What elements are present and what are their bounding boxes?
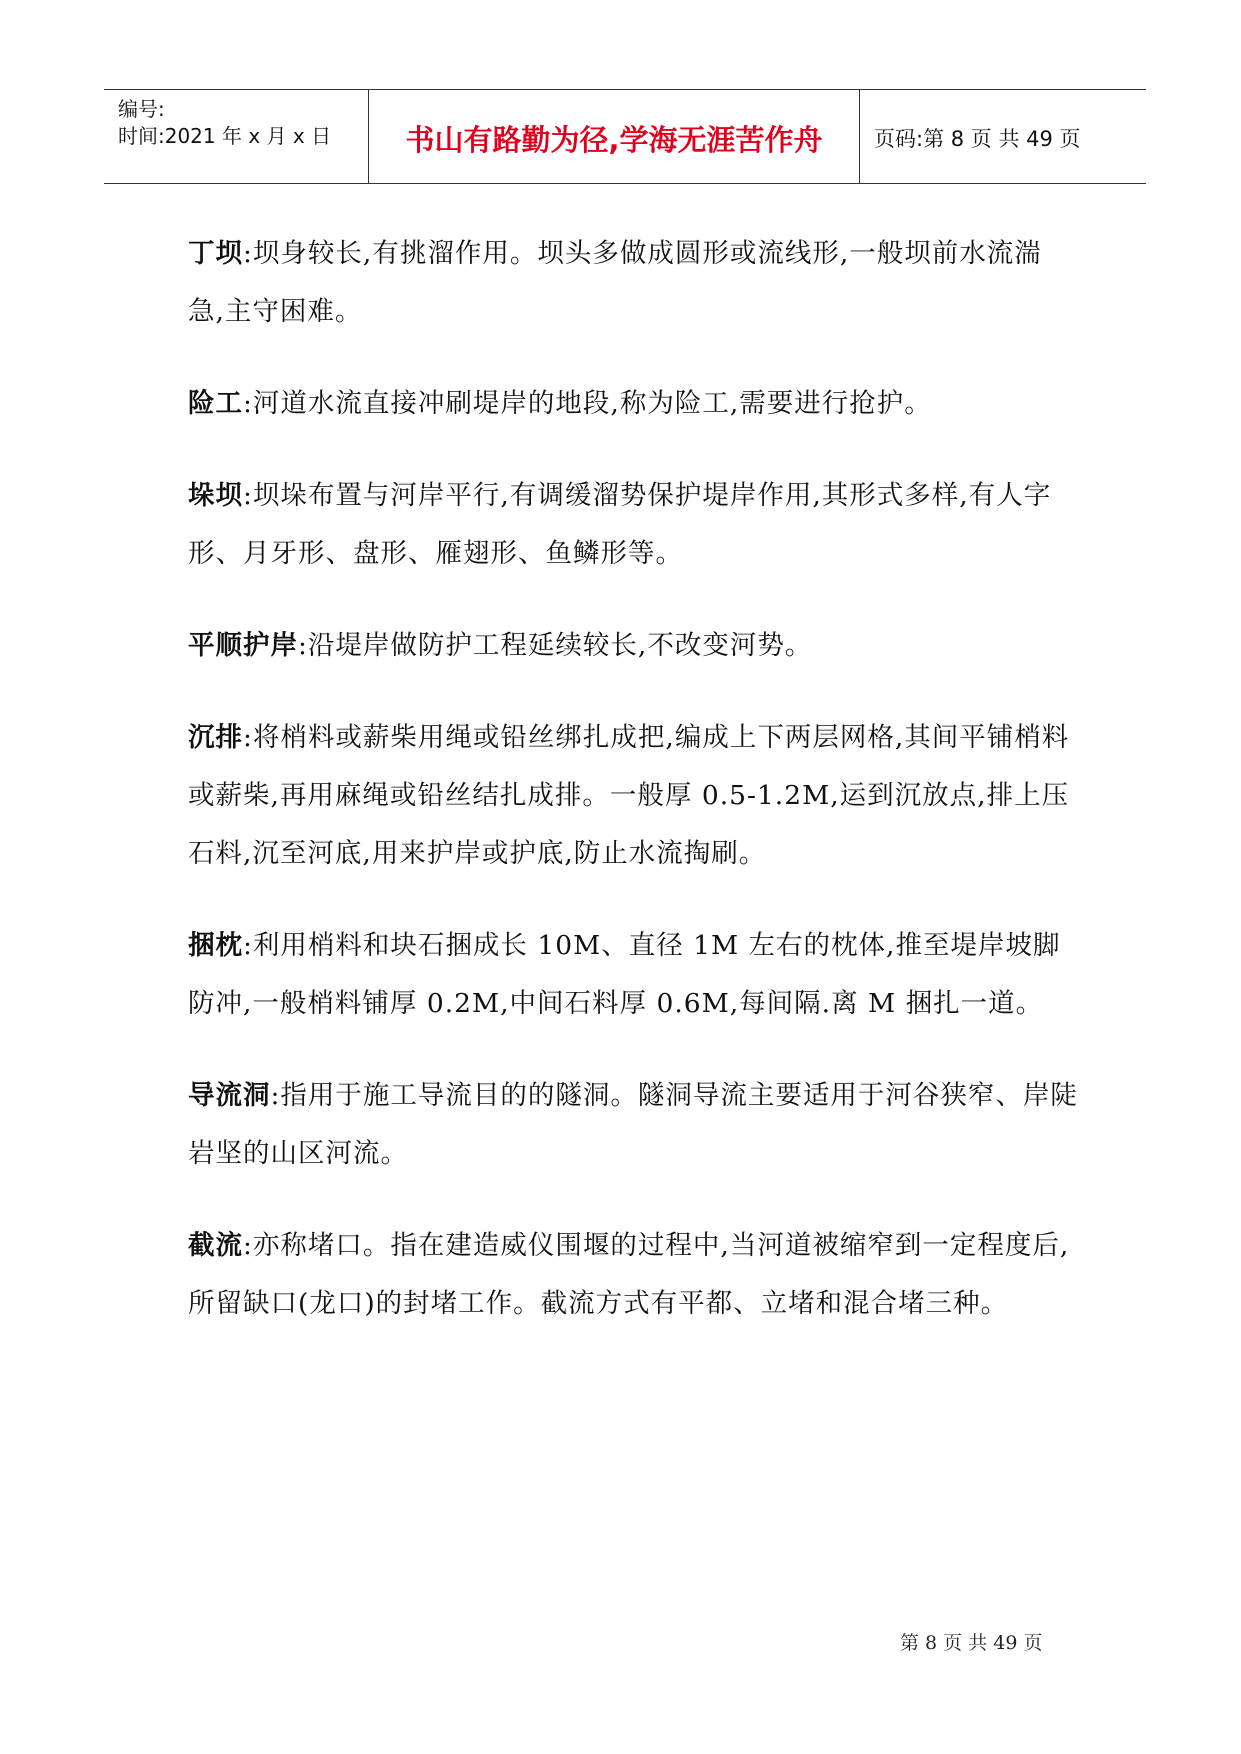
entry-definition: :指用于施工导流目的的隧洞。隧洞导流主要适用于河谷狭窄、岸陡岩坚的山区河流。 [188,1080,1078,1169]
glossary-entry [188,917,1078,1033]
glossary-entry [188,1067,1078,1183]
page-header [104,89,1146,184]
document-date: 时间:2021 年 x 月 x 日 [118,124,332,148]
entry-term: 导流洞 [188,1080,271,1111]
header-page-cell [860,90,1146,183]
entry-term: 沉排 [188,722,243,753]
entry-definition: :坝身较长,有挑溜作用。坝头多做成圆形或流线形,一般坝前水流湍急,主守困难。 [188,238,1042,327]
entry-term: 险工 [188,388,243,419]
entry-definition: :亦称堵口。指在建造威仪围堰的过程中,当河道被缩窄到一定程度后,所留缺口(龙口)的封堵工作。截流方式有平都、立堵和混合堵三种。 [188,1230,1070,1319]
entry-term: 捆枕 [188,930,243,961]
document-body [188,225,1078,1367]
header-motto: 书山有路勤为径,学海无涯苦作舟 [405,123,823,157]
glossary-entry [188,617,1078,675]
glossary-entry [188,375,1078,433]
header-motto-cell [368,90,860,183]
entry-definition: :将梢料或薪柴用绳或铅丝绑扎成把,编成上下两层网格,其间平铺梢料或薪柴,再用麻绳或铅丝结扎成排。一般厚 0.5-1.2M,运到沉放点,排上压石料,沉至河底,用来护岸或护底,防止水流掏刷。 [188,722,1070,869]
glossary-entry [188,1217,1078,1333]
entry-term: 丁坝 [188,238,243,269]
header-page-code: 页码:第 8 页 共 49 页 [874,127,1081,151]
entry-definition: :坝垛布置与河岸平行,有调缓溜势保护堤岸作用,其形式多样,有人字形、月牙形、盘形、雁翅形、鱼鳞形等。 [188,480,1052,569]
entry-definition: :利用梢料和块石捆成长 10M、直径 1M 左右的枕体,推至堤岸坡脚防冲,一般梢料铺厚 0.2M,中间石料厚 0.6M,每间隔.离 M 捆扎一道。 [188,930,1061,1019]
entry-term: 垛坝 [188,480,243,511]
page-footer: 第 8 页 共 49 页 [900,1632,1043,1654]
entry-term: 截流 [188,1230,243,1261]
glossary-entry [188,225,1078,341]
header-meta-cell [104,90,368,183]
glossary-entry [188,709,1078,883]
glossary-entry [188,467,1078,583]
document-number-label: 编号: [118,97,165,121]
entry-definition: :沿堤岸做防护工程延续较长,不改变河势。 [298,630,813,661]
entry-term: 平顺护岸 [188,630,298,661]
entry-definition: :河道水流直接冲刷堤岸的地段,称为险工,需要进行抢护。 [243,388,932,419]
